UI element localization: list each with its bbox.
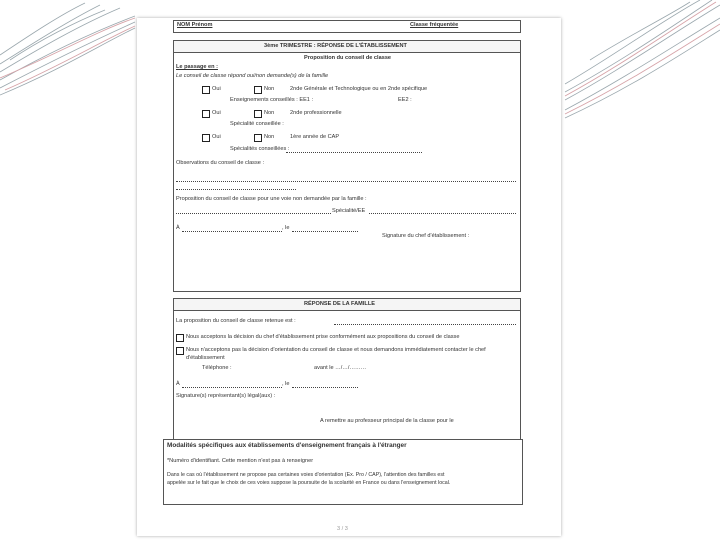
oui-label: Oui <box>212 110 221 116</box>
specialites-conseillees-label: Spécialités conseillées : <box>230 146 290 152</box>
ee2-label: EE2 : <box>398 97 412 103</box>
famille-title: RÉPONSE DE LA FAMILLE <box>304 300 375 307</box>
telephone-label: Téléphone : <box>202 365 232 371</box>
student-header <box>173 20 521 33</box>
modalites-para-2: appelée sur le fait que le choix de ces voies suppose la poursuite de la scolarité en France ou dans l'enseignement local. <box>167 480 451 486</box>
lieu-dotted-line <box>182 387 282 388</box>
date-dotted-line <box>292 231 358 232</box>
lieu-dotted-line <box>182 231 282 232</box>
observations-dotted-line <box>176 181 516 182</box>
modalites-para-1: Dans le cas où l'établissement ne propose pas certaines voies d'orientation (Ex. Pro / CAP), l'attention des familles est <box>167 472 445 478</box>
famille-section <box>173 298 521 440</box>
non-label: Non <box>264 110 275 116</box>
etablissement-title: 3ème TRIMESTRE : RÉPONSE DE L'ÉTABLISSEMENT <box>264 42 407 49</box>
modalites-section <box>163 439 523 505</box>
accepte-label: Nous acceptons la décision du chef d'établissement prise conformément aux propositions du conseil de classe <box>186 334 460 340</box>
observations-label: Observations du conseil de classe : <box>176 160 264 166</box>
remettre-label: A remettre au professeur principal de la classe pour le <box>320 418 454 424</box>
reponse-line: Le conseil de classe répond oui/non demande(s) de la famille <box>176 73 329 79</box>
date-dotted-line <box>292 387 358 388</box>
oui-label: Oui <box>212 86 221 92</box>
le-label: , le <box>282 225 290 231</box>
numero-note: *Numéro d'identifiant. Cette mention n'est pas à renseigner <box>167 458 314 464</box>
classe-label: Classe fréquentée <box>410 22 459 28</box>
enseignement-label: Enseignements conseillés : EE1 : <box>230 97 314 103</box>
option1-non-checkbox[interactable] <box>254 86 262 94</box>
refuse-label: Nous n'acceptons pas la décision d'orientation du conseil de classe et nous demandons immédiatement contacter le chef <box>186 347 486 353</box>
option2-label: 2nde professionnelle <box>290 110 342 116</box>
a-label: À <box>176 225 180 231</box>
passage-label: Le passage en : <box>176 64 218 70</box>
signature-representants-label: Signature(s) représentant(s) légal(aux) : <box>176 393 276 399</box>
option2-non-checkbox[interactable] <box>254 110 262 118</box>
oui-label: Oui <box>212 134 221 140</box>
a-label: À <box>176 381 180 387</box>
proposition-label: Proposition du conseil de classe pour une voie non demandée par la famille : <box>176 196 367 202</box>
le-label: , le <box>282 381 290 387</box>
section-header <box>174 299 520 311</box>
section-header <box>174 41 520 53</box>
document-page <box>137 18 561 536</box>
refuse-checkbox[interactable] <box>176 347 184 355</box>
option2-oui-checkbox[interactable] <box>202 110 210 118</box>
non-label: Non <box>264 86 275 92</box>
conseil-subtitle: Proposition du conseil de classe <box>304 55 392 61</box>
option3-label: 1ère année de CAP <box>290 134 340 140</box>
specialite-ee-dotted-line <box>369 213 516 214</box>
option3-oui-checkbox[interactable] <box>202 134 210 142</box>
etablissement-section <box>173 40 521 292</box>
page-number: 3 / 3 <box>337 526 348 532</box>
specialite-ee-label: Spécialité/EE <box>332 208 366 214</box>
option3-non-checkbox[interactable] <box>254 134 262 142</box>
proposition-retenue-dotted-line <box>334 324 516 325</box>
proposition-retenue-label: La proposition du conseil de classe retenue est : <box>176 318 296 324</box>
non-label: Non <box>264 134 275 140</box>
refuse-label-continued: d'établissement <box>186 355 225 361</box>
option1-label: 2nde Générale et Technologique ou en 2nde spécifique <box>290 86 428 92</box>
nom-prenom-label: NOM Prénom <box>177 22 213 28</box>
modalites-title: Modalités spécifiques aux établissements d'enseignement français à l'étranger <box>167 442 407 449</box>
specialites-dotted-line <box>286 152 422 153</box>
option1-oui-checkbox[interactable] <box>202 86 210 94</box>
proposition-dotted-line <box>176 213 331 214</box>
observations-dotted-line-2 <box>176 189 296 190</box>
avant-label: avant le …/…/……… <box>314 365 367 371</box>
specialite-label: Spécialité conseillée : <box>230 121 284 127</box>
accepte-checkbox[interactable] <box>176 334 184 342</box>
signature-chef-label: Signature du chef d'établissement : <box>382 233 470 239</box>
